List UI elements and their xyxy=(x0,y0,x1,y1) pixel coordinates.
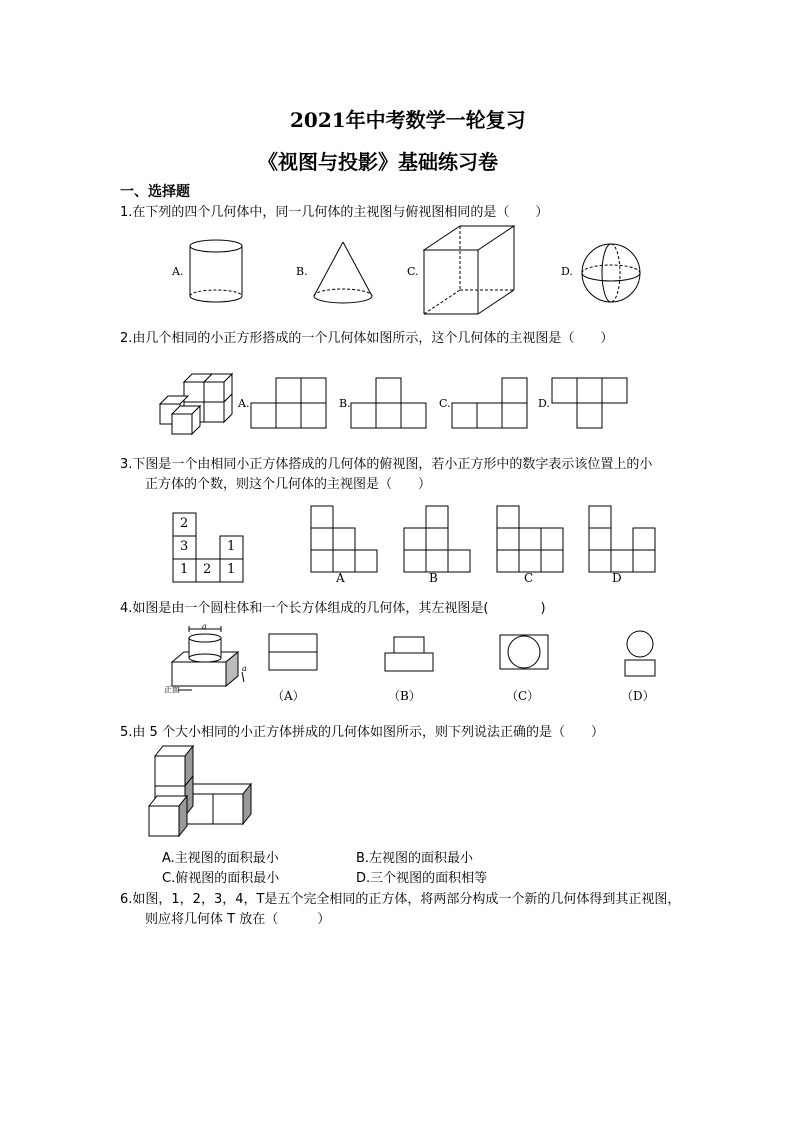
q5-option-c: C.俯视图的面积最小 xyxy=(162,871,280,886)
front-direction-label: 正面 xyxy=(164,685,180,694)
q4-option-c-figure xyxy=(499,634,549,670)
grid-number: 2 xyxy=(180,516,189,531)
q4-option-d-figure xyxy=(623,630,657,678)
section-heading: 一、选择题 xyxy=(120,184,190,200)
q1-sphere-figure xyxy=(580,242,642,304)
q2-option-d-label: D. xyxy=(538,397,550,410)
q3-option-a-figure xyxy=(310,505,378,573)
q3-option-b-label: B xyxy=(429,571,438,585)
q4-option-b-label: （B） xyxy=(388,689,421,703)
q2-option-b-label: B. xyxy=(339,397,351,410)
q1-cylinder-figure xyxy=(188,238,244,308)
question-4-stem: 4.如图是由一个圆柱体和一个长方体组成的几何体，其左视图是( ) xyxy=(120,601,546,616)
q3-option-d-figure xyxy=(588,505,656,573)
question-5-stem: 5.由 5 个大小相同的小正方体拼成的几何体如图所示，则下列说法正确的是（ ） xyxy=(120,725,604,740)
q5-cubes-figure xyxy=(147,744,251,838)
q3-option-d-label: D xyxy=(612,571,622,585)
q3-option-b-figure xyxy=(403,505,471,573)
q4-option-a-figure xyxy=(268,633,318,671)
q3-option-c-label: C xyxy=(524,571,534,585)
q4-option-a-label: （A） xyxy=(272,689,305,703)
grid-number: 1 xyxy=(180,562,189,577)
q1-option-a-label: A. xyxy=(172,265,184,278)
q2-option-c-label: C. xyxy=(439,397,451,410)
dimension-label-a-side: a xyxy=(242,664,247,673)
q1-option-c-label: C. xyxy=(407,265,419,278)
grid-number: 3 xyxy=(180,539,189,554)
q5-option-a: A.主视图的面积最小 xyxy=(162,851,279,866)
grid-number: 2 xyxy=(203,562,212,577)
q2-option-c-figure xyxy=(451,377,529,429)
question-6-stem-line-1: 6.如图，1，2，3，4，T是五个完全相同的正方体，将两部分构成一个新的几何体得到其正视图， xyxy=(120,892,681,907)
q2-option-b-figure xyxy=(350,377,428,429)
page-subtitle: 《视图与投影》基础练习卷 xyxy=(258,150,498,174)
question-3-stem-line-2: 正方体的个数，则这个几何体的主视图是（ ） xyxy=(145,477,432,492)
q1-option-d-label: D. xyxy=(561,265,573,278)
q2-option-d-figure xyxy=(551,377,629,429)
dimension-label-a-top: a xyxy=(202,622,207,631)
q5-option-d: D.三个视图的面积相等 xyxy=(356,871,488,886)
q2-option-a-label: A. xyxy=(238,397,250,410)
page-title: 2021年中考数学一轮复习 xyxy=(290,108,526,132)
q2-option-a-figure xyxy=(250,377,328,429)
q4-option-b-figure xyxy=(384,636,434,672)
q4-option-d-label: （D） xyxy=(621,689,655,703)
q3-option-c-figure xyxy=(496,505,564,573)
q1-option-b-label: B. xyxy=(296,265,308,278)
q5-option-b: B.左视图的面积最小 xyxy=(356,851,474,866)
q3-top-view-grid xyxy=(172,512,244,584)
q2-cubes-figure xyxy=(158,372,238,436)
grid-number: 1 xyxy=(227,562,236,577)
question-2-stem: 2.由几个相同的小正方形搭成的一个几何体如图所示，这个几何体的主视图是（ ） xyxy=(120,331,614,346)
question-3-stem-line-1: 3.下图是一个由相同小正方体搭成的几何体的俯视图，若小正方形中的数字表示该位置上的小 xyxy=(120,457,653,472)
grid-number: 1 xyxy=(227,539,236,554)
question-6-stem-line-2: 则应将几何体 T 放在（ ） xyxy=(145,912,331,927)
q1-cone-figure xyxy=(312,240,374,306)
q4-option-c-label: （C） xyxy=(506,689,540,703)
q4-solid-figure xyxy=(162,624,248,696)
q1-prism-figure xyxy=(422,224,516,316)
q3-option-a-label: A xyxy=(336,571,345,585)
question-1-stem: 1.在下列的四个几何体中，同一几何体的主视图与俯视图相同的是（ ） xyxy=(120,205,549,220)
